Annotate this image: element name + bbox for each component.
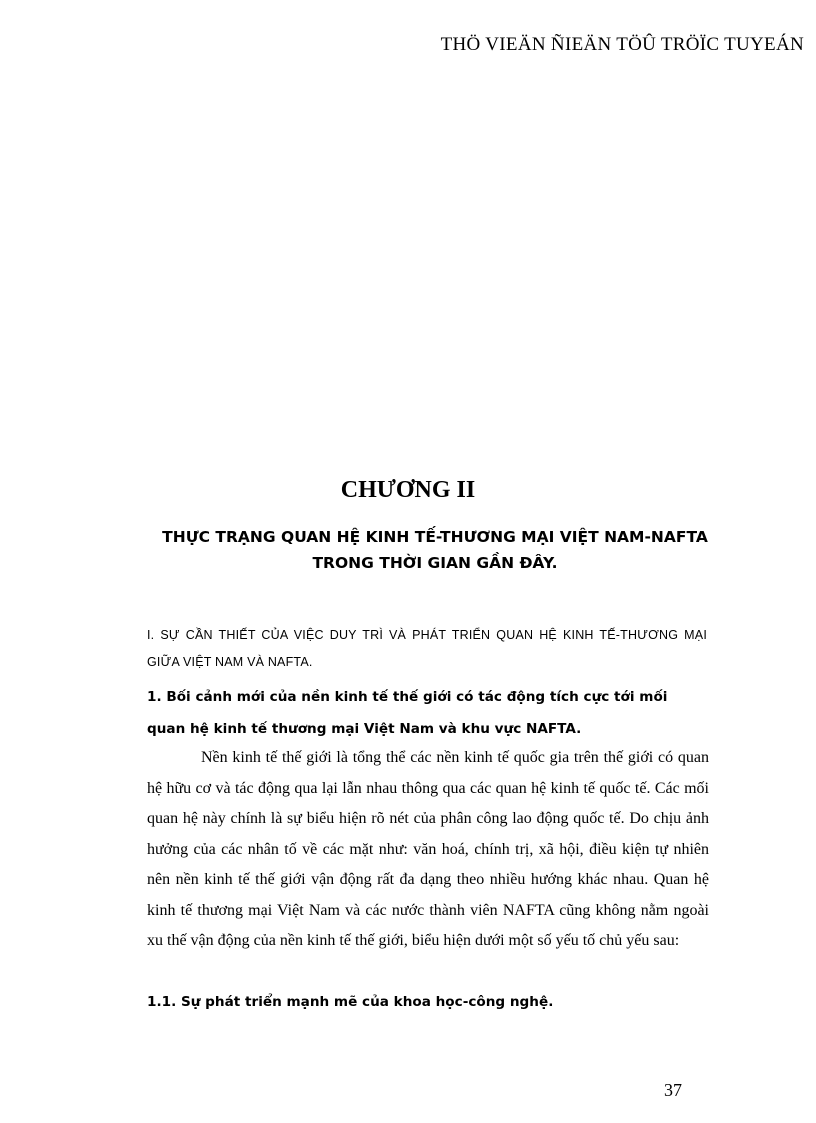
section-heading: I. SỰ CẦN THIẾT CỦA VIỆC DUY TRÌ VÀ PHÁT TRIỂN QUAN HỆ KINH TẾ-THƯƠNG MẠI GIỮA VIỆT NAM VÀ NAFTA. xyxy=(147,628,707,669)
chapter-subtitle xyxy=(0,524,816,576)
page-number: 37 xyxy=(664,1080,682,1100)
running-header: THÖ VIEÄN ÑIEÄN TÖÛ TRÖÏC TUYEÁN xyxy=(440,34,804,55)
sub-subsection-heading: 1.1. Sự phát triển mạnh mẽ của khoa học-công nghệ. xyxy=(147,994,554,1010)
subsection-heading: 1. Bối cảnh mới của nền kinh tế thế giới có tác động tích cực tới mối quan hệ kinh tế thương mại Việt Nam và khu vực NAFTA. xyxy=(147,689,668,737)
chapter-subtitle-line-1: THỰC TRẠNG QUAN HỆ KINH TẾ-THƯƠNG MẠI VIỆT NAM-NAFTA xyxy=(162,528,708,546)
body-paragraph: Nền kinh tế thế giới là tổng thể các nền kinh tế quốc gia trên thế giới có quan hệ hữu cơ và tác động qua lại lẫn nhau thông qua các quan hệ kinh tế quốc tế. Các mối quan hệ này chính là sự biểu hiện rõ nét của phân công lao động quốc tế. Do chịu ảnh hưởng của các nhân tố về các mặt như: văn hoá, chính trị, xã hội, điều kiện tự nhiên nên nền kinh tế thế giới vận động rất đa dạng theo nhiều hướng khác nhau. Quan hệ kinh tế thương mại Việt Nam và các nước thành viên NAFTA cũng không nằm ngoài xu thế vận động của nền kinh tế thế giới, biểu hiện dưới một số yếu tố chủ yếu sau: xyxy=(147,749,709,949)
chapter-subtitle-line-2: TRONG THỜI GIAN GẦN ĐÂY. xyxy=(312,554,558,572)
chapter-title: CHƯƠNG II xyxy=(340,477,476,503)
